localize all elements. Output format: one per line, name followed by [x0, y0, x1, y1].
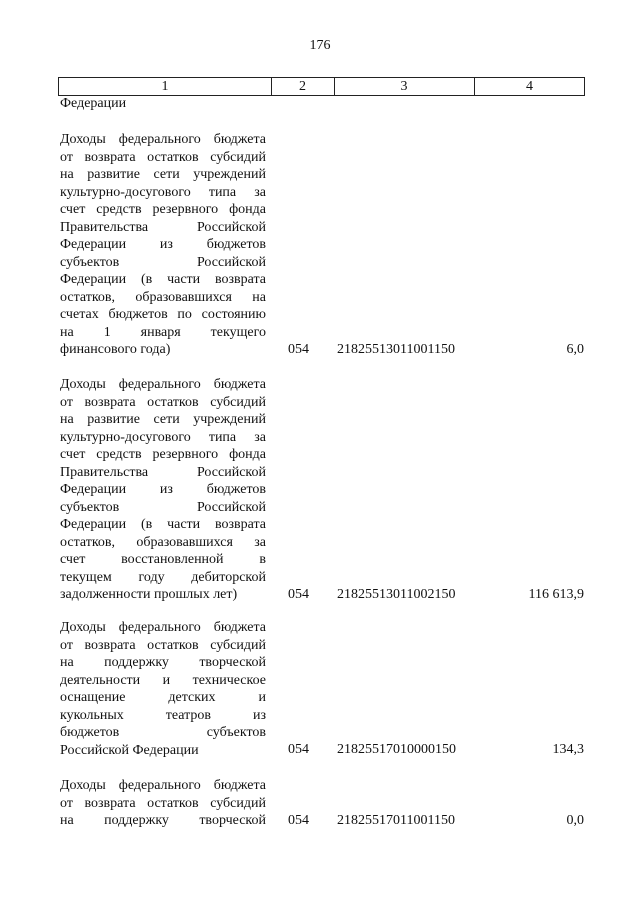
description-line: субъектов Российской [60, 499, 266, 515]
description-line: деятельности и техническое [60, 672, 266, 688]
table-column-header [58, 77, 585, 96]
description-line: кукольных театров из [60, 707, 266, 723]
description-line: текущем году дебиторской [60, 569, 266, 585]
description-line: Федерации из бюджетов [60, 237, 266, 252]
row-description [60, 777, 266, 830]
column-number-3: 3 [400, 79, 408, 94]
row-description [60, 619, 266, 759]
description-line: на поддержку творческой [60, 813, 266, 828]
column-number-2: 2 [299, 79, 306, 94]
description-line: культурно-досугового типа за [60, 184, 266, 200]
description-line: на развитие сети учреждений [60, 412, 266, 427]
description-line: культурно-досугового типа за [60, 429, 266, 445]
admin-code: 054 [288, 742, 309, 757]
amount-value: 6,0 [566, 342, 584, 357]
description-line: Доходы федерального бюджета [60, 778, 266, 793]
budget-classification-code: 21825513011002150 [337, 587, 456, 602]
description-line: от возврата остатков субсидий [60, 795, 266, 811]
description-line: Федерации (в части возврата [60, 517, 266, 532]
budget-classification-code: 21825517011001150 [337, 813, 455, 828]
amount-value: 0,0 [566, 813, 584, 828]
admin-code: 054 [288, 813, 309, 828]
description-line: Российской Федерации [60, 742, 199, 758]
row-description [60, 131, 266, 359]
description-line: на развитие сети учреждений [60, 167, 266, 182]
budget-classification-code: 21825513011001150 [337, 342, 455, 357]
carryover-description [60, 95, 266, 113]
budget-classification-code: 21825517010000150 [337, 742, 456, 757]
description-line: Федерации [60, 96, 127, 111]
description-line: Доходы федерального бюджета [60, 377, 266, 392]
description-line: остатков, образовавшихся на [60, 289, 266, 305]
column-number-1: 1 [161, 79, 169, 94]
description-line: от возврата остатков субсидий [60, 149, 266, 165]
description-line: субъектов Российской [60, 254, 266, 270]
description-line: счетах бюджетов по состоянию [60, 307, 266, 322]
description-line: финансового года) [60, 342, 171, 357]
admin-code: 054 [288, 587, 309, 602]
description-line: на поддержку творческой [60, 655, 266, 670]
description-line: Федерации из бюджетов [60, 482, 266, 497]
description-line: задолженности прошлых лет) [60, 587, 238, 602]
page-number: 176 [309, 38, 331, 53]
description-line: бюджетов субъектов [60, 725, 266, 740]
column-number-4: 4 [526, 79, 533, 94]
description-line: счет средств резервного фонда [60, 447, 266, 462]
description-line: счет средств резервного фонда [60, 202, 266, 217]
row-description [60, 376, 266, 604]
description-line: оснащение детских и [60, 690, 266, 705]
description-line: на 1 января текущего [60, 324, 266, 340]
admin-code: 054 [288, 342, 309, 357]
description-line: счет восстановленной в [60, 552, 266, 567]
description-line: от возврата остатков субсидий [60, 637, 266, 653]
description-line: остатков, образовавшихся за [60, 534, 266, 550]
description-line: Доходы федерального бюджета [60, 132, 266, 147]
description-line: Доходы федерального бюджета [60, 620, 266, 635]
description-line: Правительства Российской [60, 464, 266, 480]
description-line: Федерации (в части возврата [60, 272, 266, 287]
description-line: Правительства Российской [60, 219, 266, 235]
description-line: от возврата остатков субсидий [60, 394, 266, 410]
amount-value: 116 613,9 [528, 587, 584, 602]
amount-value: 134,3 [552, 742, 584, 757]
